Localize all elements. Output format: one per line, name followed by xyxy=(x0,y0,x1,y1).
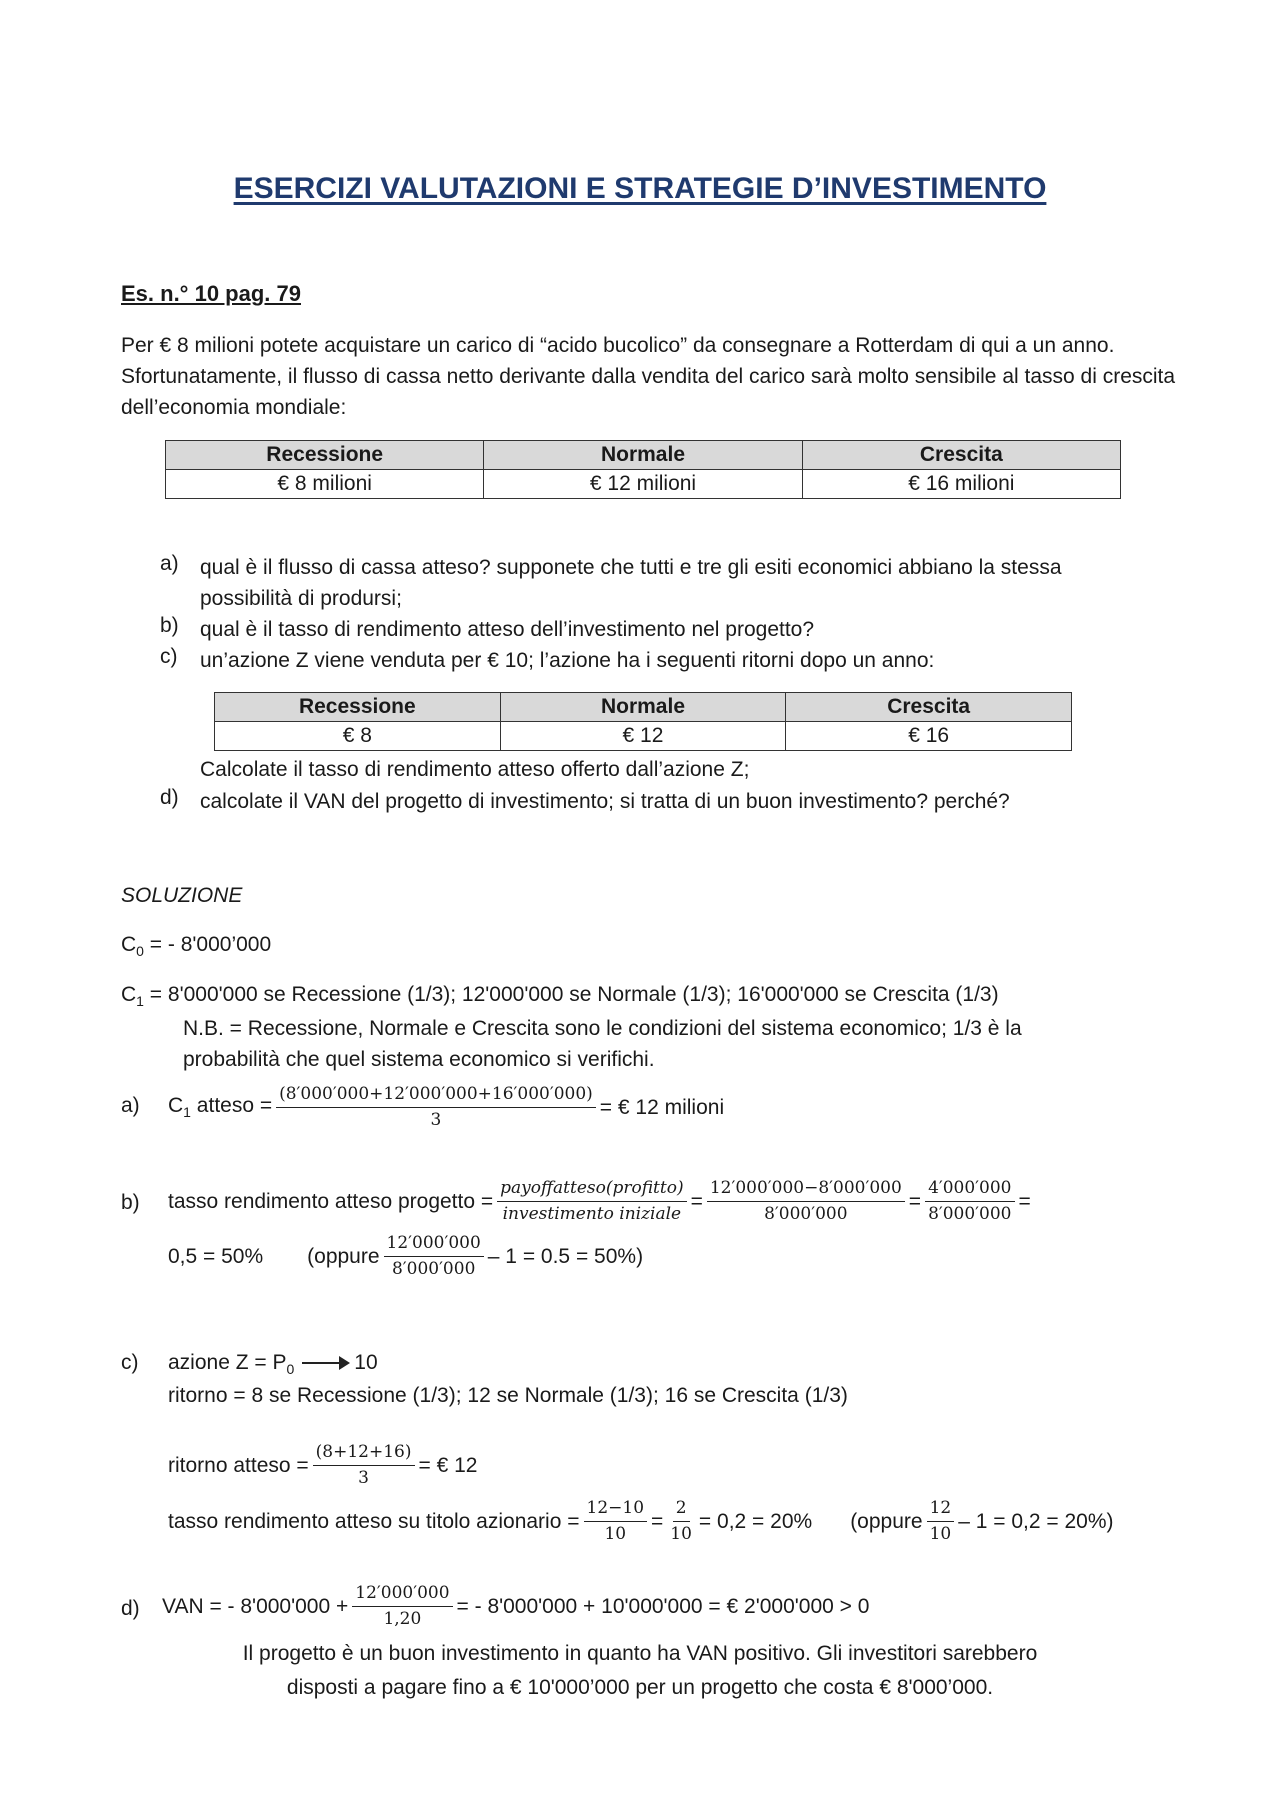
fraction-stock-gain xyxy=(584,1498,648,1546)
question-c-text: un’azione Z viene venduta per € 10; l’azione ha i seguenti ritorni dopo un anno: xyxy=(200,649,935,672)
table-header: Normale xyxy=(500,693,786,722)
conclusion-line-1: Il progetto è un buon investimento in quanto ha VAN positivo. Gli investitori sarebbero xyxy=(242,1642,1038,1665)
table-cell: € 12 xyxy=(500,722,786,751)
table-cell: € 8 milioni xyxy=(166,470,484,499)
c0-subscript: 0 xyxy=(136,943,144,960)
c0-symbol: C xyxy=(121,933,137,956)
fraction-expected-cashflow xyxy=(276,1084,596,1132)
table-header: Recessione xyxy=(215,693,501,722)
fraction-numerator: 4′000′000 xyxy=(925,1178,1014,1202)
fraction-expected-return xyxy=(313,1442,415,1490)
solution-c-expected-return xyxy=(168,1442,478,1490)
conclusion-line-2: disposti a pagare fino a € 10'000’000 per un progetto che costa € 8'000’000. xyxy=(286,1676,994,1699)
question-a-text: qual è il flusso di cassa atteso? supponete che tutti e tre gli esiti economici abbiano la stessa possibilità di prodursi; xyxy=(200,556,1062,610)
fraction-numerator: (8′000′000+12′000′000+16′000′000) xyxy=(276,1084,596,1108)
c1-subscript: 1 xyxy=(136,993,144,1010)
fraction-denominator: 8′000′000 xyxy=(764,1204,848,1225)
solution-d-formula xyxy=(162,1583,869,1631)
table-cell: € 8 xyxy=(215,722,501,751)
fraction-simplified xyxy=(925,1178,1014,1226)
question-d-text: calcolate il VAN del progetto di investimento; si tratta di un buon investimento? perché? xyxy=(200,790,1010,813)
solution-a-formula xyxy=(168,1084,724,1132)
solution-b-line2 xyxy=(168,1233,643,1281)
table-cell: € 16 xyxy=(786,722,1072,751)
scenario-table-project xyxy=(165,440,1121,499)
intro-paragraph: Per € 8 milioni potete acquistare un carico di “acido bucolico” da consegnare a Rotterdam di qui a un anno. Sfortunatamente, il flusso di cassa netto derivante dalla vendita del carico sarà molto sensibile al tasso di crescita dell’economia mondiale: xyxy=(121,334,1176,419)
fraction-denominator: 8′000′000 xyxy=(928,1204,1012,1225)
stock-price-subscript: 0 xyxy=(286,1361,295,1378)
question-d-label: d) xyxy=(160,786,179,809)
solution-b-alt-prefix: (oppure xyxy=(307,1244,380,1268)
table-header: Crescita xyxy=(802,441,1120,470)
fraction-denominator: 8′000′000 xyxy=(391,1259,476,1280)
expected-return-label: ritorno atteso = xyxy=(168,1453,309,1477)
solution-b-result: 0,5 = 50% xyxy=(168,1244,264,1268)
question-a-label: a) xyxy=(160,552,179,575)
fraction-denominator: 10 xyxy=(929,1524,952,1545)
fraction-denominator: investimento iniziale xyxy=(502,1204,682,1225)
fraction-stock-simplified xyxy=(667,1498,695,1546)
fraction-numerator: 12′000′000−8′000′000 xyxy=(707,1178,905,1202)
page-title: ESERCIZI VALUTAZIONI E STRATEGIE D’INVESTIMENTO xyxy=(233,172,1047,205)
c1-line xyxy=(121,982,999,1011)
solution-b-formula xyxy=(168,1178,1031,1226)
table-header: Recessione xyxy=(166,441,484,470)
exercise-reference: Es. n.° 10 pag. 79 xyxy=(121,281,301,306)
c1-value: = 8'000'000 se Recessione (1/3); 12'000'000 se Normale (1/3); 16'000'000 se Crescita (1/3) xyxy=(143,983,999,1006)
expected-return-result: = € 12 xyxy=(418,1453,478,1477)
table-header: Normale xyxy=(484,441,802,470)
fraction-numerator: 2 xyxy=(673,1498,690,1522)
question-c-followup: Calcolate il tasso di rendimento atteso offerto dall’azione Z; xyxy=(200,758,750,781)
fraction-discounted-cashflow xyxy=(352,1583,452,1631)
solution-a-result: = € 12 milioni xyxy=(599,1095,725,1119)
solution-b-label: b) xyxy=(121,1191,140,1214)
fraction-alt xyxy=(384,1233,484,1281)
equals-sign: = xyxy=(651,1509,664,1533)
solution-a-label: a) xyxy=(121,1094,140,1117)
equals-sign: = xyxy=(908,1189,922,1213)
fraction-numerator: 12′000′000 xyxy=(384,1233,484,1257)
solution-c-rate xyxy=(168,1498,1114,1546)
fraction-numerator: 12′000′000 xyxy=(352,1583,452,1607)
fraction-denominator: 3 xyxy=(358,1468,369,1489)
solution-heading: SOLUZIONE xyxy=(121,884,243,907)
nb-note: N.B. = Recessione, Normale e Crescita sono le condizioni del sistema economico; 1/3 è la probabilità che quel sistema economico si verifichi. xyxy=(183,1017,1022,1071)
fraction-numerator: payoffatteso(profitto) xyxy=(497,1178,686,1202)
fraction-numerator: 12−10 xyxy=(584,1498,648,1522)
table-cell: € 12 milioni xyxy=(484,470,802,499)
stock-price-label: azione Z = P xyxy=(168,1351,287,1374)
c1-symbol: C xyxy=(121,983,137,1006)
question-b-label: b) xyxy=(160,614,179,637)
fraction-denominator: 3 xyxy=(430,1110,442,1131)
scenario-table-stock xyxy=(214,692,1072,751)
fraction-numerator: (8+12+16) xyxy=(313,1442,415,1466)
solution-b-alt-result: – 1 = 0.5 = 50%) xyxy=(487,1244,644,1268)
c0-value: = - 8'000’000 xyxy=(143,933,272,956)
equals-sign: = xyxy=(1018,1189,1031,1213)
solution-c-label: c) xyxy=(121,1351,139,1374)
stock-price-value: 10 xyxy=(354,1351,378,1374)
c0-line xyxy=(121,932,271,961)
arrow-right-icon xyxy=(302,1362,348,1364)
van-prefix: VAN = - 8'000'000 + xyxy=(162,1594,349,1618)
fraction-numerator: 12 xyxy=(927,1498,955,1522)
solution-c-line1 xyxy=(168,1350,378,1379)
question-b-text: qual è il tasso di rendimento atteso dell’investimento nel progetto? xyxy=(200,618,815,641)
solution-b-prefix: tasso rendimento atteso progetto = xyxy=(168,1189,494,1213)
stock-rate-alt-prefix: (oppure xyxy=(850,1509,923,1533)
stock-rate-label: tasso rendimento atteso su titolo azionario = xyxy=(168,1509,580,1533)
fraction-denominator: 10 xyxy=(670,1524,692,1545)
table-cell: € 16 milioni xyxy=(802,470,1120,499)
stock-rate-alt-result: – 1 = 0,2 = 20%) xyxy=(958,1509,1114,1533)
solution-c-line2: ritorno = 8 se Recessione (1/3); 12 se Normale (1/3); 16 se Crescita (1/3) xyxy=(168,1384,848,1407)
fraction-profit xyxy=(707,1178,905,1226)
stock-rate-result: = 0,2 = 20% xyxy=(698,1509,813,1533)
fraction-payoff-ratio xyxy=(497,1178,686,1226)
fraction-denominator: 10 xyxy=(604,1524,627,1545)
van-result: = - 8'000'000 + 10'000'000 = € 2'000'000 > 0 xyxy=(456,1594,870,1618)
table-header: Crescita xyxy=(786,693,1072,722)
c1-atteso-symbol: $C_1$ atteso = xyxy=(168,1094,273,1121)
question-c-label: c) xyxy=(160,645,178,668)
solution-d-label: d) xyxy=(121,1597,140,1620)
equals-sign: = xyxy=(690,1189,703,1213)
fraction-stock-alt xyxy=(927,1498,955,1546)
fraction-denominator: 1,20 xyxy=(383,1609,422,1630)
